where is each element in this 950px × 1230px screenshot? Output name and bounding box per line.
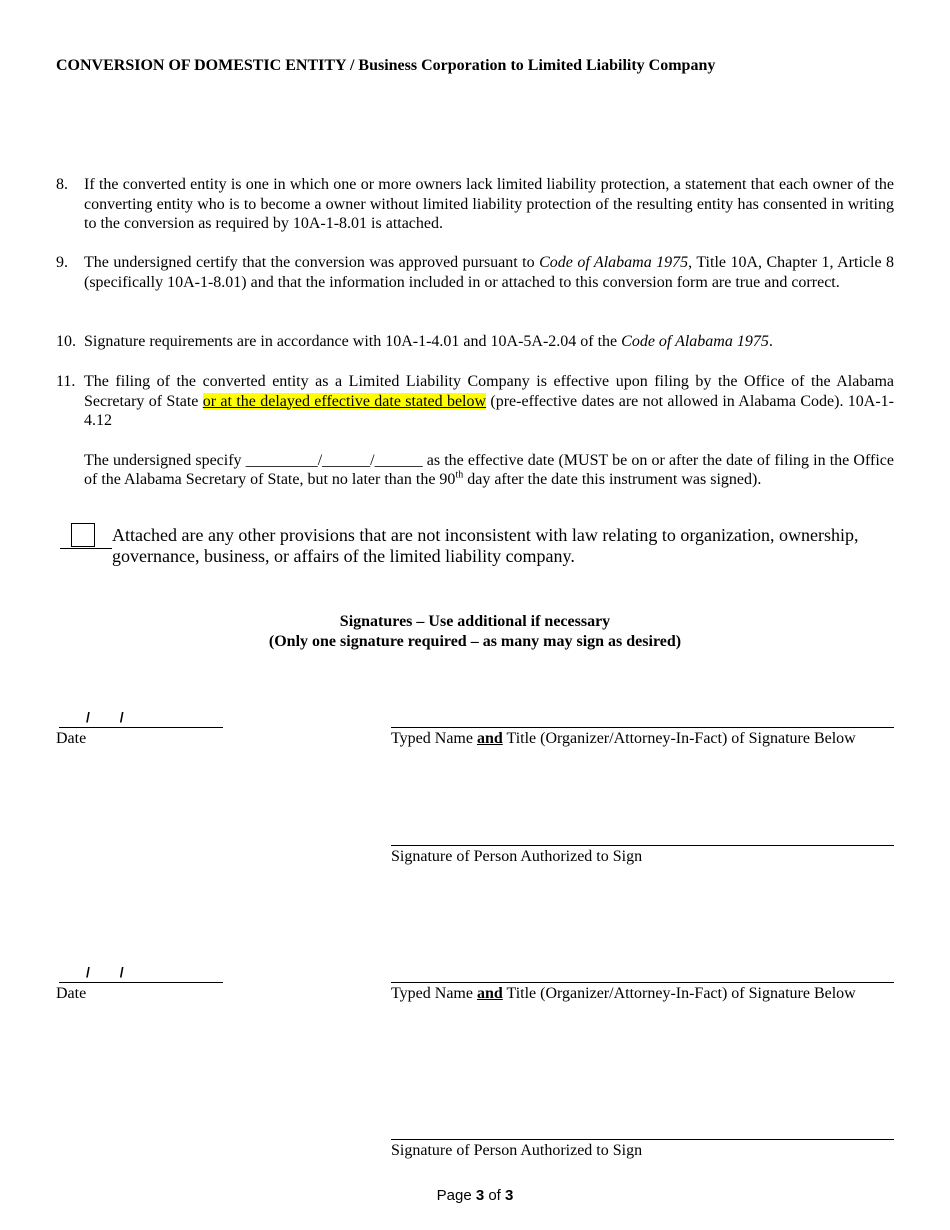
typed-name-line[interactable] (391, 727, 894, 728)
attachment-checkbox[interactable] (71, 523, 95, 547)
signature-line[interactable] (391, 845, 894, 846)
signature-line[interactable] (391, 1139, 894, 1140)
item-text: Signature requirements are in accordance with 10A-1-4.01 and 10A-5A-2.04 of the Code of Alabama 1975. (84, 333, 773, 350)
item-number: 11. (56, 373, 76, 390)
attachment-text: Attached are any other provisions that are not inconsistent with law relating to organization, ownership, governance, business, or affairs of the limited liability company. (112, 525, 859, 566)
typed-name-label: Typed Name and Title (Organizer/Attorney-In-Fact) of Signature Below (391, 730, 856, 747)
item-number: 9. (56, 254, 68, 271)
effective-date-field[interactable]: The undersigned specify _________/______/______ as the effective date (MUST be on or after the date of filing in the Office of the Alabama Secretary of State, but no later than the 90th day after the date this instrument was signed). (84, 451, 894, 488)
item-number: 10. (56, 333, 76, 350)
item-text: If the converted entity is one in which one or more owners lack limited liability protection, a statement that each owner of the converting entity who is to become a owner without limited liability protection of the resulting entity has consented in writing to the conversion as required by 10A-1-8.01 is attached. (84, 176, 894, 232)
code-citation: Code of Alabama 1975 (539, 254, 689, 271)
item-number: 8. (56, 176, 68, 193)
attachment-row (56, 525, 894, 567)
date-line[interactable] (59, 727, 223, 728)
date-slashes: / / (86, 964, 124, 980)
signatures-subheading: (Only one signature required – as many may sign as desired) (268, 633, 682, 650)
delayed-date-highlight: or at the delayed effective date stated below (202, 392, 487, 410)
signature-label: Signature of Person Authorized to Sign (391, 1142, 643, 1159)
code-citation: Code of Alabama 1975 (621, 333, 769, 350)
item-8 (56, 175, 894, 234)
item-text: The filing of the converted entity as a Limited Liability Company is effective upon filing by the Office of the Alabama Secretary of State or at the delayed effective date stated below (pre-effective dates are not allowed in Alabama Code). 10A-1-4.12 (84, 373, 895, 429)
item-11 (56, 372, 894, 490)
date-line[interactable] (59, 982, 223, 983)
date-slashes: / / (86, 709, 124, 725)
document-title: CONVERSION OF DOMESTIC ENTITY / Business Corporation to Limited Liability Company (56, 57, 716, 74)
signature-label: Signature of Person Authorized to Sign (391, 848, 643, 865)
signatures-heading: Signatures – Use additional if necessary (339, 613, 611, 630)
date-label: Date (56, 985, 87, 1002)
typed-name-line[interactable] (391, 982, 894, 983)
item-text: The undersigned certify that the conversion was approved pursuant to Code of Alabama 1975, Title 10A, Chapter 1, Article 8 (specifically 10A-1-8.01) and that the information included in or attached to this conversion form are true and correct. (84, 254, 895, 291)
date-label: Date (56, 730, 87, 747)
item-10 (56, 332, 894, 352)
page-number: Page 3 of 3 (436, 1187, 514, 1204)
item-9 (56, 253, 894, 292)
typed-name-label: Typed Name and Title (Organizer/Attorney-In-Fact) of Signature Below (391, 985, 856, 1002)
